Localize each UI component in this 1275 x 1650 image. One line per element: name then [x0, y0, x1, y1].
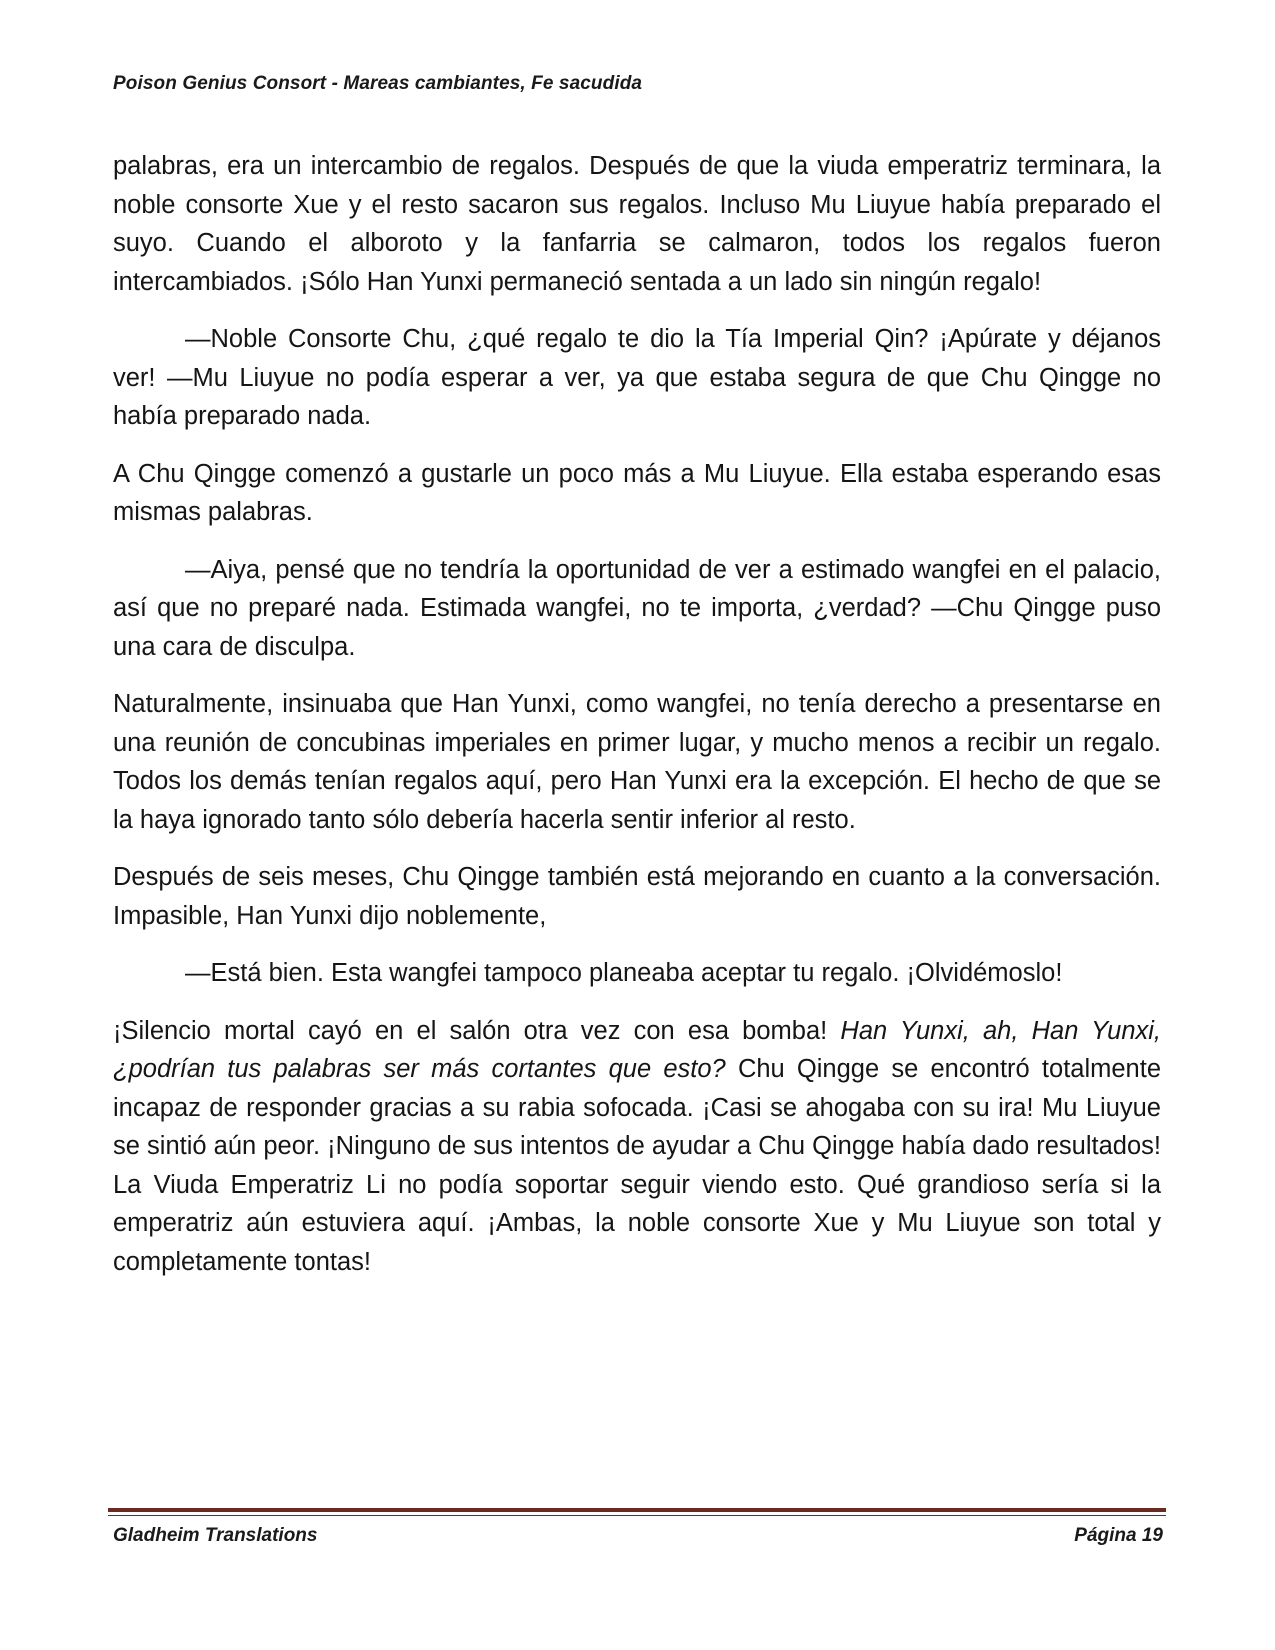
paragraph-2-dialogue: —Noble Consorte Chu, ¿qué regalo te dio la Tía Imperial Qin? ¡Apúrate y déjanos ver! —Mu Liuyue no podía esperar a ver, ya que estaba segura de que Chu Qingge no había preparado nada. [113, 325, 1161, 430]
paragraph-1: palabras, era un intercambio de regalos. Después de que la viuda emperatriz terminara, la noble consorte Xue y el resto sacaron sus regalos. Incluso Mu Liuyue había preparado el suyo. Cuando el alboroto y la fanfarria se calmaron, todos los regalos fueron intercambiados. ¡Sólo Han Yunxi permaneció sentada a un lado sin ningún regalo! [113, 152, 1161, 296]
paragraph-8-start: ¡Silencio mortal cayó en el salón otra vez con esa bomba! [113, 1016, 841, 1045]
page-header-title: Poison Genius Consort - Mareas cambiantes, Fe sacudida [113, 73, 643, 94]
footer-divider-thin-line [108, 1515, 1166, 1516]
paragraph-5: Naturalmente, insinuaba que Han Yunxi, como wangfei, no tenía derecho a presentarse en una reunión de concubinas imperiales en primer lugar, y mucho menos a recibir un regalo. Todos los demás tenían regalos aquí, pero Han Yunxi era la excepción. El hecho de que se la haya ignorado tanto sólo debería hacerla sentir inferior al resto. [113, 690, 1161, 834]
footer-publisher: Gladheim Translations [113, 1525, 318, 1546]
paragraph-8-end: Chu Qingge se encontró totalmente incapaz de responder gracias a su rabia sofocada. ¡Casi se ahogaba con su ira! Mu Liuyue se sintió aún peor. ¡Ninguno de sus intentos de ayudar a Chu Qingge había dado resultados! La Viuda Emperatriz Li no podía soportar seguir viendo esto. Qué grandioso sería si la emperatriz aún estuviera aquí. ¡Ambas, la noble consorte Xue y Mu Liuyue son total y completamente tontas! [113, 1055, 1161, 1276]
footer-divider-thick-line [108, 1508, 1166, 1512]
footer-page-number: Página 19 [1074, 1525, 1163, 1546]
paragraph-6: Después de seis meses, Chu Qingge también está mejorando en cuanto a la conversación. Impasible, Han Yunxi dijo noblemente, [113, 863, 1161, 930]
paragraph-8 [113, 1012, 1161, 1282]
paragraph-3: A Chu Qingge comenzó a gustarle un poco más a Mu Liuyue. Ella estaba esperando esas mismas palabras. [113, 459, 1161, 526]
document-body [113, 147, 1161, 1281]
footer-divider [108, 1508, 1166, 1516]
paragraph-4-dialogue: —Aiya, pensé que no tendría la oportunidad de ver a estimado wangfei en el palacio, así que no preparé nada. Estimada wangfei, no te importa, ¿verdad? —Chu Qingge puso una cara de disculpa. [113, 555, 1161, 661]
paragraph-8-italic-thought: Han Yunxi, ah, Han Yunxi, ¿podrían tus palabras ser más cortantes que esto? [113, 1016, 1162, 1083]
paragraph-7-dialogue: —Está bien. Esta wangfei tampoco planeaba aceptar tu regalo. ¡Olvidémoslo! [185, 959, 1063, 987]
